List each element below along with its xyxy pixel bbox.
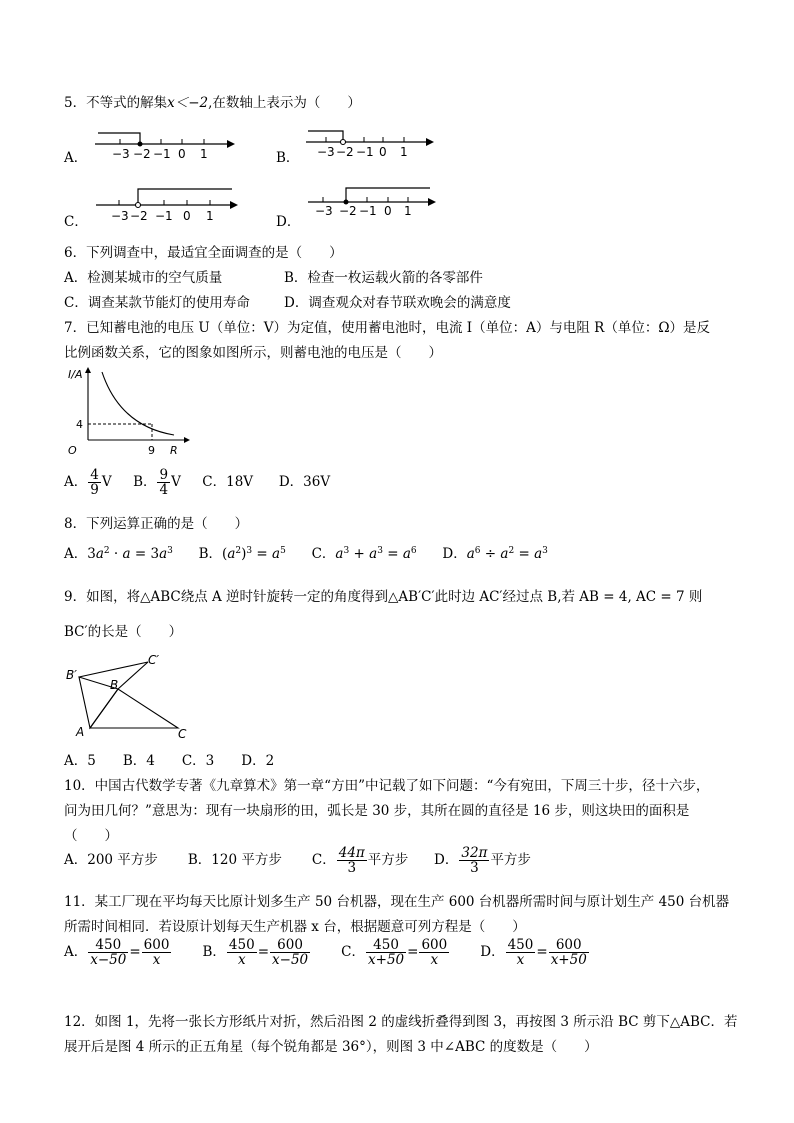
q8-option-d-math: $a^6 \div a^2 = a^3$ [466,546,548,562]
q5-option-d-letter: D． [276,214,301,230]
q7-options: A． $\frac{4}{9}$ V B． $\frac{9}{4}$ V C．18V D．36V [64,467,331,499]
tick-label: −1 [356,145,374,159]
q7-tick-x: 9 [148,444,155,457]
q6-stem: 6．下列调查中，最适宜全面调查的是（ ） [64,245,343,261]
tick-label: −2 [133,147,151,161]
tick-label: −1 [153,147,171,161]
q11-option-b-right: $\frac{600}{x-50}$ [272,937,309,969]
tick-label: −1 [359,204,377,218]
q5-option-a-letter: A． [64,150,88,166]
q11-stem-line1: 11．某工厂现在平均每天比原计划多生产 50 台机器，现在生产 600 台机器所需时间与原计划生产 450 台机器 [64,894,730,910]
q10-stem-line1: 10．中国古代数学专著《九章算术》第一章“方田”中记载了如下问题：“今有宛田，下周三十步，径十六步， [64,778,710,794]
q7-axis-label-y: I/A [68,368,83,381]
label-c: C [178,727,187,740]
tick-label: 1 [206,209,214,223]
q5-option-c-letter: C． [64,214,88,230]
q10-stem-line2: 问为田几何？”意思为：现有一块扇形的田，弧长是 30 步，其所在圆的直径是 16 步，则这块田的面积是 [64,803,690,819]
q8-option-c-math: $a^3 + a^3 = a^6$ [335,546,417,562]
q9-stem-line1: 9．如图，将△ABC绕点 A 逆时针旋转一定的角度得到△AB′C′此时边 AC′经过点 B,若 AB = 4, AC = 7 则 [64,589,703,605]
label-b: B [110,678,119,692]
q6-option-a: A．检测某城市的空气质量 [64,270,223,286]
label-c-prime: C′ [148,653,160,667]
q8-options: A．$3a^2 \cdot a = 3a^3$ B．$(a^2)^3 = a^5$ C．$a^3 + a^3 = a^6$ D．$a^6 \div a^2 = a^3$ [64,546,548,562]
q5-number-line-b [302,124,442,162]
q7-option-c: C．18V [202,474,254,491]
q12-stem-line2: 展开后是图 4 所示的正五角星（每个锐角都是 36°），则图 3 中∠ABC 的度数是（ ） [64,1039,598,1055]
q11-option-d-left: $\frac{450}{x}$ [507,937,534,969]
q11-stem-line2: 所需时间相同．若设原计划每天生产机器 x 台，根据题意可列方程是（ ） [64,919,526,935]
q10-options: A．200 平方步 B．120 平方步 C． $\frac{44\pi}{3}$ 平方步 D． $\frac{32\pi}{3}$ 平方步 [64,845,531,877]
q11-option-c-right: $\frac{600}{x}$ [421,937,448,969]
q11-option-a-right: $\frac{600}{x}$ [143,937,170,969]
q5-number-line-c [92,186,244,226]
q5-number-line-d [304,184,444,222]
q10-option-a: A．200 平方步 [64,852,158,869]
q10-option-b: B．120 平方步 [187,852,282,869]
tick-label: 1 [400,145,408,159]
q11-option-c-left: $\frac{450}{x+50}$ [368,937,405,969]
q8-option-b-math: $(a^2)^3 = a^5$ [222,546,286,562]
q5-number-line-a [90,126,240,164]
q10-option-d-fraction: $\frac{32\pi}{3}$ [461,845,488,877]
q11-option-b-left: $\frac{450}{x}$ [228,937,255,969]
q6-option-b: B．检查一枚运载火箭的各零部件 [284,270,483,286]
q9-figure [62,648,198,740]
q11-option-a-left: $\frac{450}{x-50}$ [90,937,127,969]
q6-option-d: D．调查观众对春节联欢晚会的满意度 [284,295,511,311]
q9-options: A．5 B．4 C．3 D．2 [64,753,275,769]
q10-option-c-fraction: $\frac{44\pi}{3}$ [338,845,365,877]
tick-label: 0 [183,209,191,223]
q10-stem-line3: （ ） [64,828,118,844]
q7-option-d: D．36V [278,474,331,491]
q7-axis-label-x: R [170,444,178,457]
tick-label: 1 [200,147,208,161]
tick-label: −2 [336,145,354,159]
tick-label: 0 [384,204,392,218]
tick-label: 1 [404,204,412,218]
q7-graph [62,364,192,458]
q12-stem-line1: 12．如图 1，先将一张长方形纸片对折，然后沿图 2 的虚线折叠得到图 3，再按图 3 所示沿 BC 剪下△ABC．若 [64,1014,738,1030]
tick-label: −3 [112,147,130,161]
label-a: A [76,725,85,739]
tick-label: −2 [130,209,148,223]
tick-label: −3 [317,145,335,159]
tick-label: 0 [379,145,387,159]
q7-option-a-fraction: $\frac{4}{9}$ [90,467,99,499]
q5-stem: 5．不等式的解集x＜−2,在数轴上表示为（ ） [64,95,361,111]
label-b-prime: B′ [66,668,77,682]
q8-option-a-math: $3a^2 \cdot a = 3a^3$ [87,546,173,562]
tick-label: −3 [111,209,129,223]
q8-stem: 8．下列运算正确的是（ ） [64,516,249,532]
q7-tick-y: 4 [76,418,83,431]
tick-label: −1 [155,209,173,223]
q7-stem-line2: 比例函数关系，它的图象如图所示，则蓄电池的电压是（ ） [64,345,442,361]
q11-option-d-right: $\frac{600}{x+50}$ [550,937,587,969]
q6-option-c: C．调查某款节能灯的使用寿命 [64,295,250,311]
q7-origin-label: O [68,444,77,457]
q9-stem-line2: BC′的长是（ ） [64,624,183,640]
q5-option-b-letter: B． [276,150,300,166]
q11-options: A． $\frac{450}{x-50}$ = $\frac{600}{x}$ B． $\frac{450}{x}$ = $\frac{600}{x-50}$ C． $\frac{450}{x+50}$ = $\frac{600}{x}$ D． $\frac{450}{x}$ = $\frac{600}{x+50}$ [64,937,587,969]
tick-label: −2 [339,204,357,218]
q7-stem-line1: 7．已知蓄电池的电压 U（单位：V）为定值，使用蓄电池时，电流 I（单位：A）与电阻 R（单位：Ω）是反 [64,320,711,336]
tick-label: −3 [315,204,333,218]
tick-label: 0 [178,147,186,161]
q7-option-b-fraction: $\frac{9}{4}$ [159,467,169,499]
